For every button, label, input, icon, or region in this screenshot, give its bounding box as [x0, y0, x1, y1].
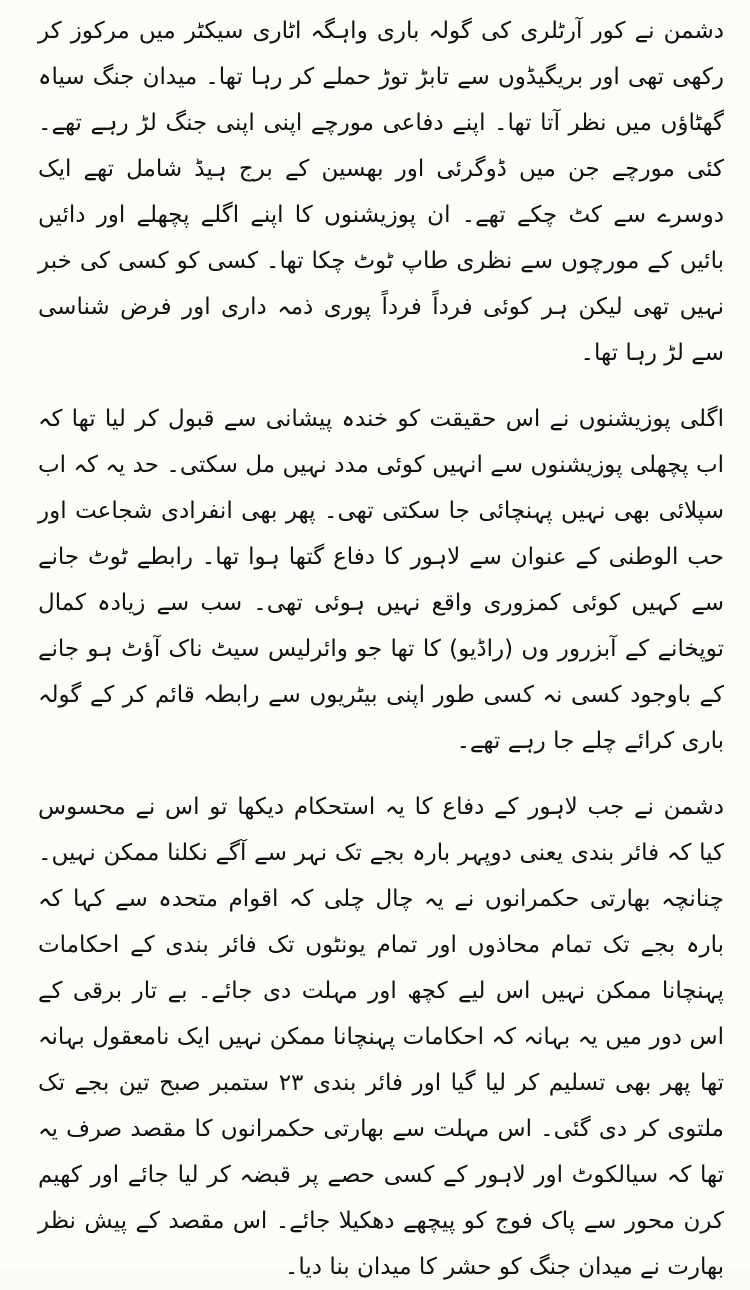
paragraph-1: دشمن نے کور آرٹلری کی گولہ باری واہگہ اٹاری سیکٹر میں مرکوز کر رکھی تھی اور بریگیڈوں سے تابڑ توڑ حملے کر رہا تھا۔ میدان جنگ سیاہ گھٹاؤں میں نظر آتا تھا۔ اپنے دفاعی مورچے اپنی اپنی جنگ لڑ رہے تھے۔ کئی مورچے جن میں ڈوگرئی اور بھسین کے برج ہیڈ شامل تھے ایک دوسرے سے کٹ چکے تھے۔ ان پوزیشنوں کا اپنے اگلے پچھلے اور دائیں بائیں کے مورچوں سے نظری طاپ ٹوٹ چکا تھا۔ کسی کو کسی کی خبر نہیں تھی لیکن ہر کوئی فرداً فرداً پوری ذمہ داری اور فرض شناسی سے لڑ رہا تھا۔: [38, 18, 724, 366]
paragraph-2: اگلی پوزیشنوں نے اس حقیقت کو خندہ پیشانی سے قبول کر لیا تھا کہ اب پچھلی پوزیشنوں سے انہیں کوئی مدد نہیں مل سکتی۔ حد یہ کہ اب سپلائی بھی نہیں پہنچائی جا سکتی تھی۔ پھر بھی انفرادی شجاعت اور حب الوطنی کے عنوان سے لاہور کا دفاع گتھا ہوا تھا۔ رابطے ٹوٹ جانے سے کہیں کوئی کمزوری واقع نہیں ہوئی تھی۔ سب سے زیادہ کمال توپخانے کے آبزرور وں (راڈیو) کا تھا جو وائرلیس سیٹ ناک آؤٹ ہو جانے کے باوجود کسی نہ کسی طور اپنی بیٹریوں سے رابطہ قائم کر کے گولہ باری کرائے چلے جا رہے تھے۔: [38, 406, 724, 754]
urdu-text-body: [38, 8, 724, 1290]
paragraph-3: دشمن نے جب لاہور کے دفاع کا یہ استحکام دیکھا تو اس نے محسوس کیا کہ فائر بندی یعنی دوپہر بارہ بجے تک نہر سے آگے نکلنا ممکن نہیں۔ چنانچہ بھارتی حکمرانوں نے یہ چال چلی کہ اقوام متحدہ سے کہا کہ بارہ بجے تک تمام محاذوں اور تمام یونٹوں تک فائر بندی کے احکامات پہنچانا ممکن نہیں اس لیے کچھ اور مہلت دی جائے۔ بے تار برقی کے اس دور میں یہ بہانہ کہ احکامات پہنچانا ممکن نہیں ایک نامعقول بہانہ تھا پھر بھی تسلیم کر لیا گیا اور فائر بندی ۲۳ ستمبر صبح تین بجے تک ملتوی کر دی گئی۔ اس مہلت سے بھارتی حکمرانوں کا مقصد صرف یہ تھا کہ سیالکوٹ اور لاہور کے کسی حصے پر قبضہ کر لیا جائے اور کھیم کرن محور سے پاک فوج کو پیچھے دھکیلا جائے۔ اس مقصد کے پیش نظر بھارت نے میدان جنگ کو حشر کا میدان بنا دیا۔: [38, 794, 724, 1280]
